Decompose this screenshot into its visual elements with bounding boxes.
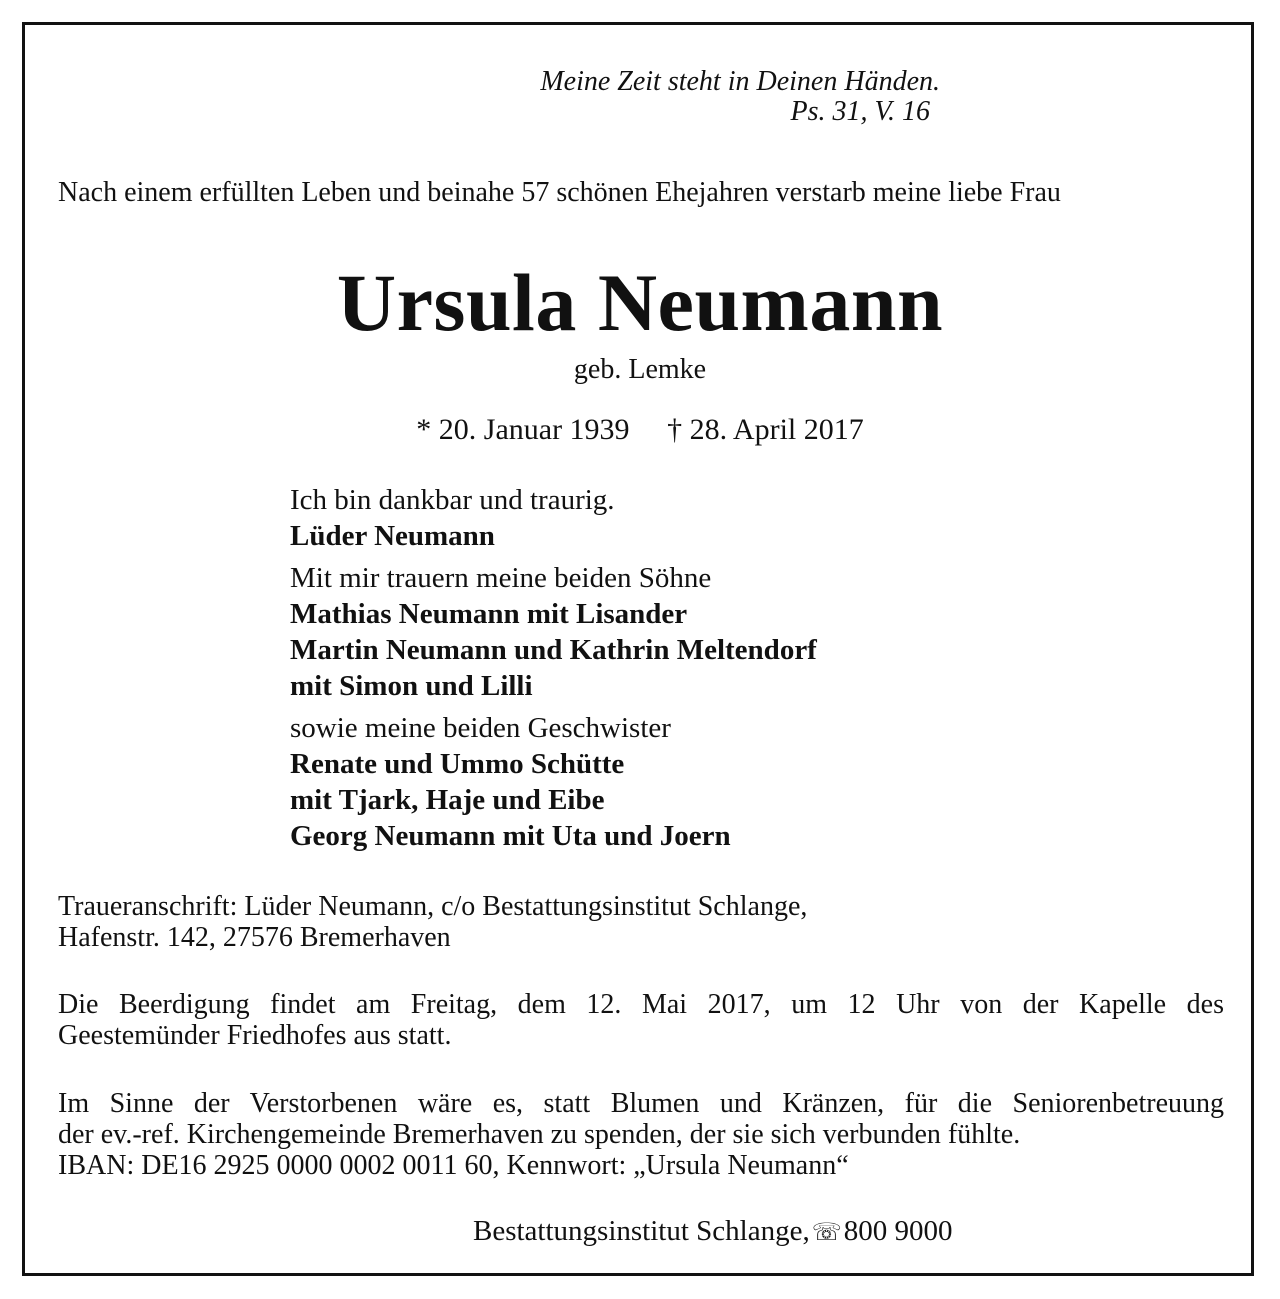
donation-info — [58, 1088, 1224, 1181]
mourner-line: Georg Neumann mit Uta und Joern — [290, 820, 731, 852]
mourner-line: sowie meine beiden Geschwister — [290, 712, 671, 744]
mourners-list — [290, 482, 1190, 854]
mourner-line: Lüder Neumann — [290, 520, 495, 552]
intro-text: Nach einem erfüllten Leben und beinahe 57 schönen Ehejahren verstarb meine liebe Frau — [58, 177, 1061, 208]
deceased-name: Ursula Neumann — [336, 257, 944, 348]
funeral-home-footer — [473, 1214, 952, 1250]
mourner-line: Ich bin dankbar und traurig. — [290, 484, 615, 516]
maiden-name: geb. Lemke — [573, 354, 707, 385]
funeral-line: Die Beerdigung findet am Freitag, dem 12. Mai 2017, um 12 Uhr von der Kapelle des — [58, 989, 1224, 1020]
funeral-line: Geestemünder Friedhofes aus statt. — [58, 1020, 452, 1051]
mourner-line: Mathias Neumann mit Lisander — [290, 598, 688, 630]
bible-verse: Meine Zeit steht in Deinen Händen. — [540, 66, 940, 97]
mourner-line: Martin Neumann und Kathrin Meltendorf — [290, 634, 817, 666]
funeral-info — [58, 989, 1224, 1051]
funeral-home-phone: 800 9000 — [843, 1215, 953, 1247]
mourner-line: Mit mir trauern meine beiden Söhne — [290, 562, 712, 594]
mourner-line: mit Tjark, Haje und Eibe — [290, 784, 605, 816]
telephone-icon: ☏ — [811, 1220, 842, 1246]
mourner-line: mit Simon und Lilli — [290, 670, 533, 702]
funeral-home-name: Bestattungsinstitut Schlange, — [473, 1215, 810, 1247]
mourning-address — [58, 891, 1224, 953]
mourner-line: Renate und Ummo Schütte — [290, 748, 625, 780]
life-dates — [0, 412, 1280, 448]
address-line: Hafenstr. 142, 27576 Bremerhaven — [58, 922, 451, 953]
bible-verse-reference: Ps. 31, V. 16 — [790, 96, 930, 127]
birth-date: * 20. Januar 1939 — [416, 413, 630, 446]
donation-line: Im Sinne der Verstorbenen wäre es, statt Blumen und Kränzen, für die Seniorenbetreuung — [58, 1088, 1224, 1119]
donation-line: der ev.-ref. Kirchengemeinde Bremerhaven zu spenden, der sie sich verbunden fühlte. — [58, 1119, 1021, 1150]
death-date: † 28. April 2017 — [667, 413, 864, 446]
iban-line: IBAN: DE16 2925 0000 0002 0011 60, Kennwort: „Ursula Neumann“ — [58, 1150, 849, 1181]
address-line: Traueranschrift: Lüder Neumann, c/o Bestattungsinstitut Schlange, — [58, 891, 808, 922]
